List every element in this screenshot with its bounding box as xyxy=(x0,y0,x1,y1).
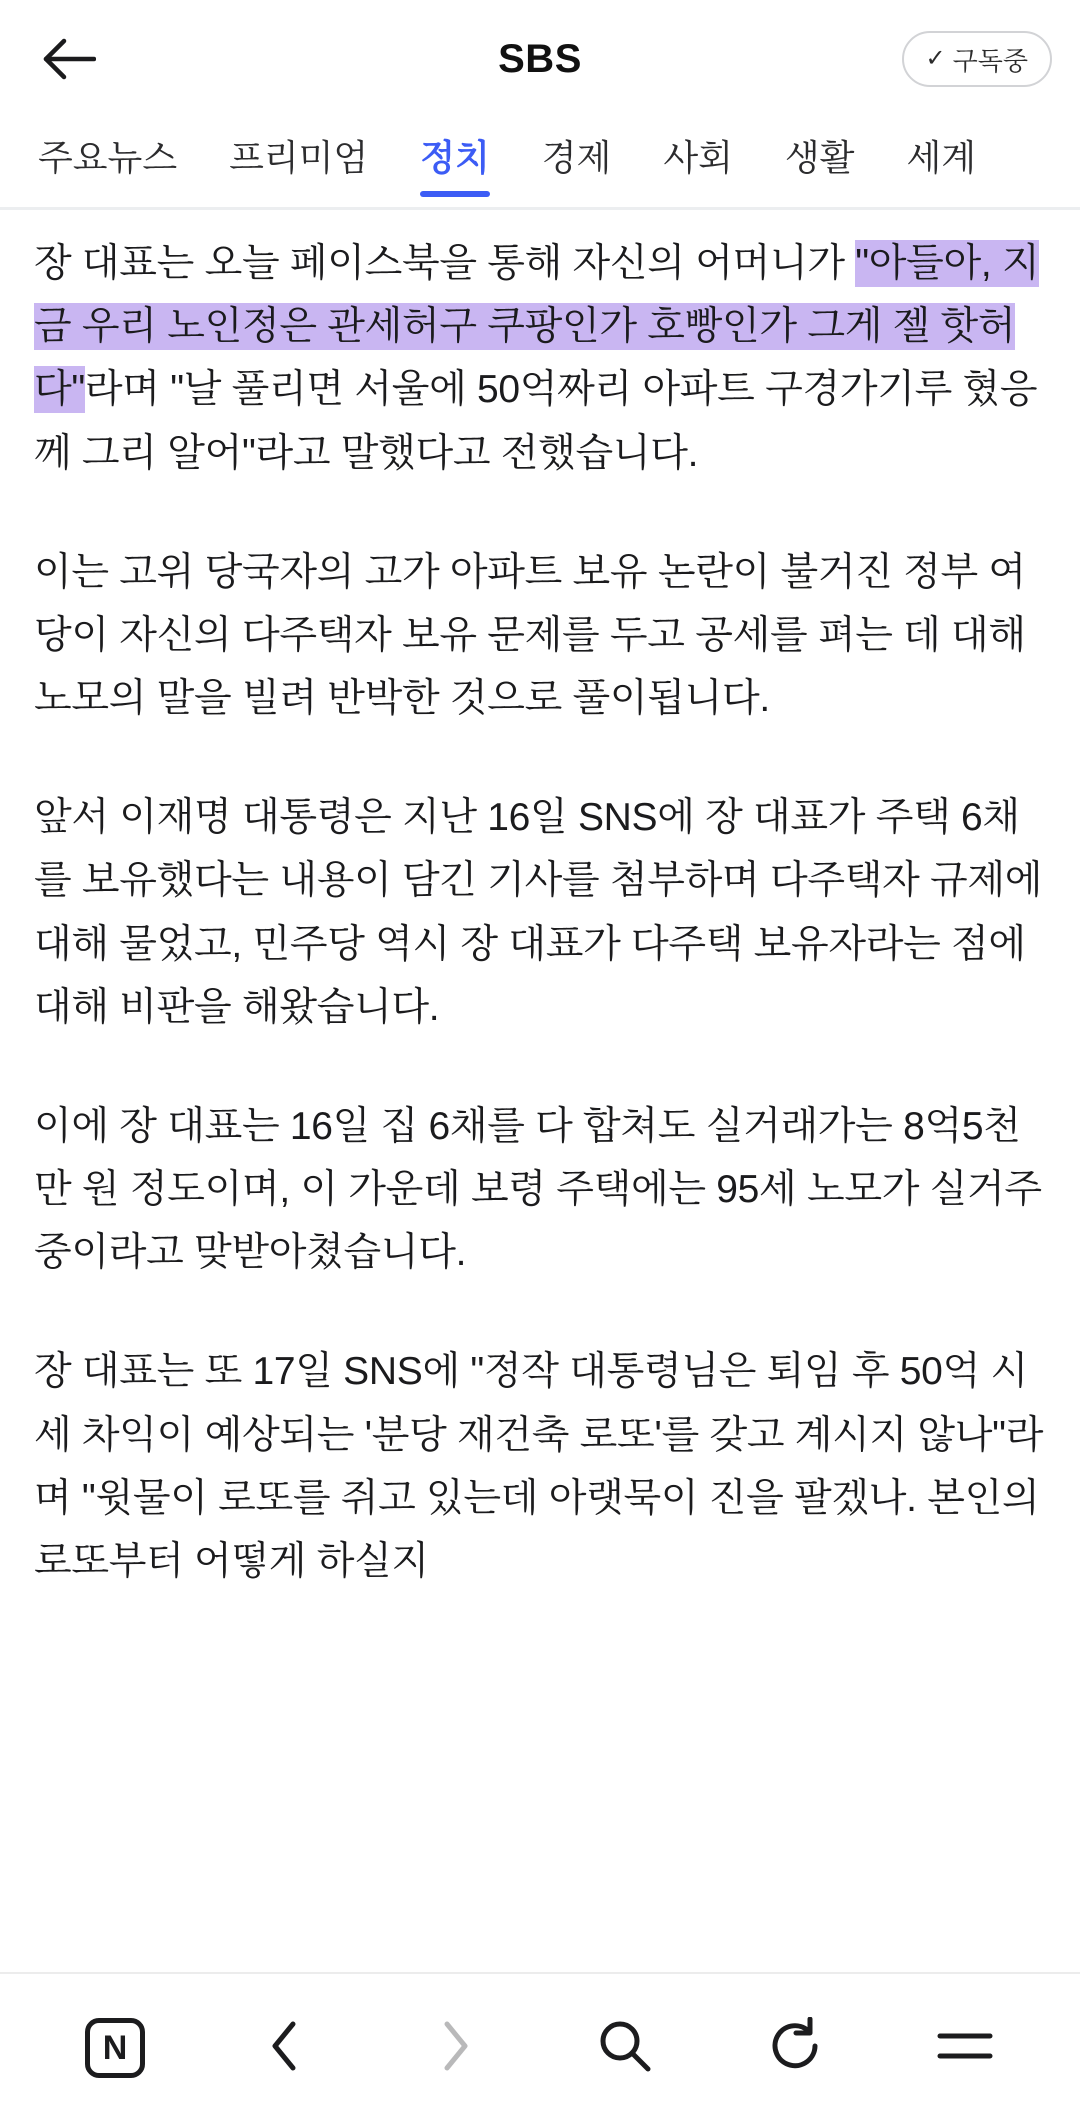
tab-label: 사회 xyxy=(663,137,733,178)
back-button-bottom[interactable] xyxy=(230,1993,340,2103)
subscribe-button[interactable] xyxy=(902,31,1052,87)
content-fade-mask xyxy=(0,1924,1080,1950)
article-text: 장 대표는 또 17일 SNS에 "정작 대통령님은 퇴임 후 50억 시세 차익이 예상되는 '분당 재건축 로또'를 갖고 계시지 않나"라며 "윗물이 로또를 쥐고 있는데 아랫묵이 진을 팔겠나. 본인의 로또부터 어떻게 하실지 xyxy=(34,1350,1044,1583)
article-text: 장 대표는 오늘 페이스북을 통해 자신의 어머니가 xyxy=(34,242,856,285)
article-paragraph xyxy=(34,232,1046,485)
back-chevron-icon xyxy=(263,2018,307,2079)
back-button[interactable] xyxy=(38,28,100,90)
back-arrow-icon xyxy=(42,37,96,81)
tab-label: 정치 xyxy=(420,137,490,178)
refresh-icon xyxy=(766,2017,824,2080)
tab-label: 생활 xyxy=(784,137,855,178)
tab-label: 세계 xyxy=(906,137,977,178)
naver-home-icon: N xyxy=(85,2018,145,2078)
forward-chevron-icon xyxy=(433,2018,477,2079)
article-body xyxy=(0,210,1080,1593)
menu-button[interactable] xyxy=(910,1993,1020,2103)
menu-icon xyxy=(936,2026,994,2071)
article-text: 이는 고위 당국자의 고가 아파트 보유 논란이 불거진 정부 여당이 자신의 다주택자 보유 문제를 두고 공세를 펴는 데 대해 노모의 말을 빌려 반박한 것으로 풀이됩니다. xyxy=(34,550,1026,721)
tab-1[interactable] xyxy=(203,118,394,181)
article-paragraph xyxy=(34,541,1046,731)
tab-label: 프리미엄 xyxy=(229,137,369,178)
check-icon: ✓ xyxy=(925,45,946,72)
tab-active-underline xyxy=(420,191,490,197)
refresh-button[interactable] xyxy=(740,1993,850,2103)
forward-button-bottom[interactable] xyxy=(400,1993,510,2103)
tab-2[interactable] xyxy=(394,118,516,181)
subscribe-label: 구독중 xyxy=(952,45,1028,76)
search-icon xyxy=(596,2017,654,2080)
article-paragraph xyxy=(34,1340,1046,1593)
article-highlight: "아들아, 지금 우리 노인정은 관세허구 쿠팡인가 호빵인가 그게 젤 핫허다" xyxy=(34,242,1040,412)
tab-4[interactable] xyxy=(637,118,759,181)
search-button[interactable] xyxy=(570,1993,680,2103)
article-paragraph xyxy=(34,1095,1046,1285)
article-text: 이에 장 대표는 16일 집 6채를 다 합쳐도 실거래가는 8억5천만 원 정도이며, 이 가운데 보령 주택에는 95세 노모가 실거주 중이라고 맞받아쳤습니다. xyxy=(34,1104,1042,1275)
tabs-bottom-divider xyxy=(0,207,1080,210)
naver-home-button[interactable] xyxy=(60,1993,170,2103)
tab-label: 경제 xyxy=(541,137,612,178)
page-title: SBS xyxy=(498,36,582,81)
tab-0[interactable] xyxy=(38,118,203,181)
browser-bottom-bar xyxy=(0,1972,1080,2122)
category-tabs xyxy=(0,118,1080,210)
app-header xyxy=(0,0,1080,118)
tab-label: 주요뉴스 xyxy=(38,137,178,178)
tab-5[interactable] xyxy=(759,118,881,181)
tab-6[interactable] xyxy=(880,118,1002,181)
article-text: 앞서 이재명 대통령은 지난 16일 SNS에 장 대표가 주택 6채를 보유했다는 내용이 담긴 기사를 첨부하며 다주택자 규제에 대해 물었고, 민주당 역시 장 대표가 다주택 보유자라는 점에 대해 비판을 해왔습니다. xyxy=(34,796,1043,1029)
article-paragraph xyxy=(34,786,1046,1039)
article-text: 라며 "날 풀리면 서울에 50억짜리 아파트 구경가기루 혔응께 그리 알어"라고 말했다고 전했습니다. xyxy=(34,368,1038,475)
tab-3[interactable] xyxy=(516,118,638,181)
